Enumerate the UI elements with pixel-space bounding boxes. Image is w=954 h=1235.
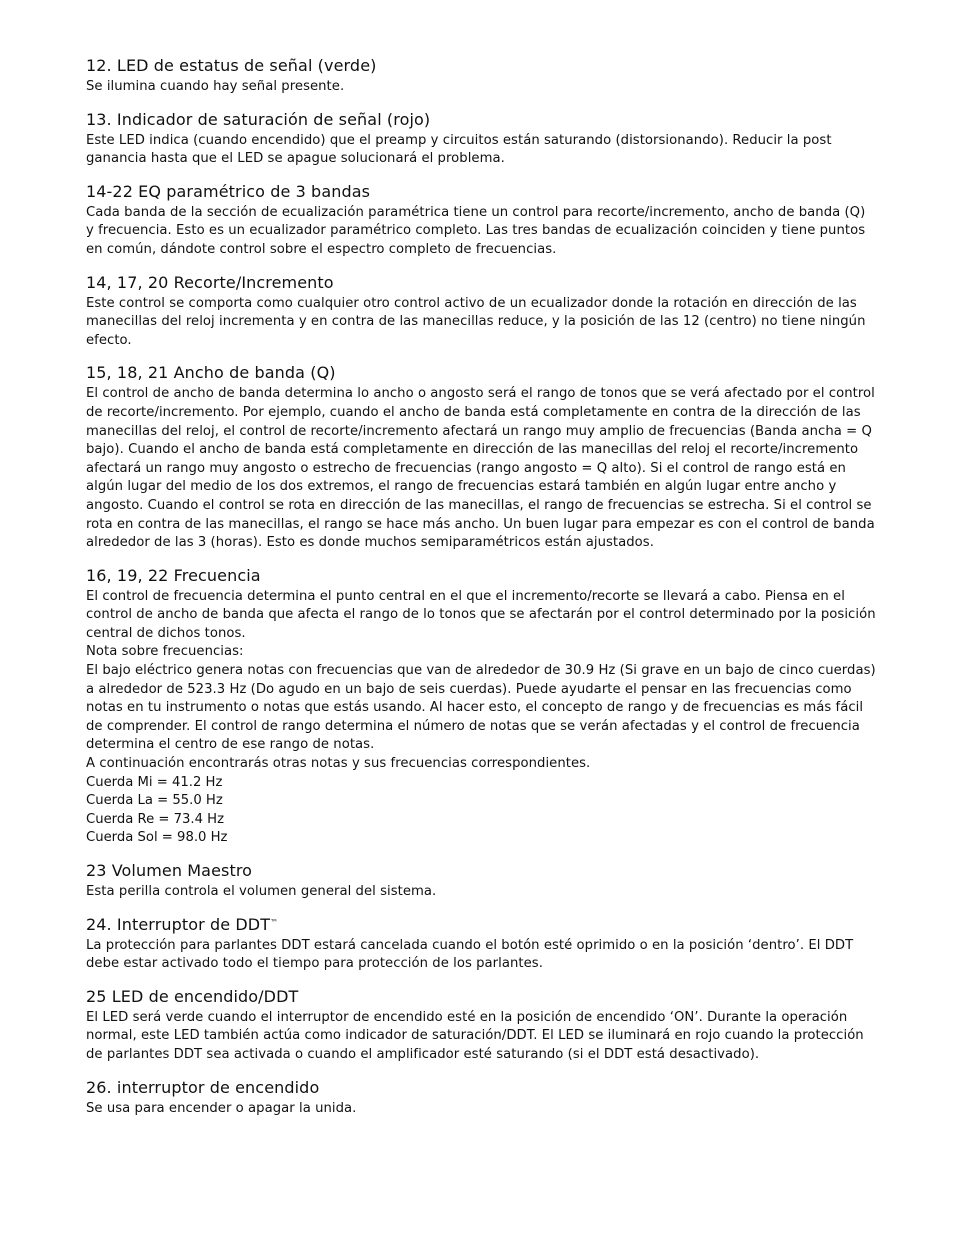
section-13-clip-indicator	[86, 110, 876, 169]
document-body	[86, 56, 876, 1131]
section-14-22-parametric-eq	[86, 182, 876, 260]
section-heading: 14, 17, 20 Recorte/Incremento	[86, 272, 334, 292]
section-heading: 23 Volumen Maestro	[86, 861, 253, 880]
section-paragraph: Se ilumina cuando hay señal presente.	[86, 79, 345, 94]
section-25-power-ddt-led	[86, 987, 876, 1065]
section-heading-text: 24. Interruptor de DDT	[86, 914, 271, 934]
section-heading: 26. interruptor de encendido	[86, 1077, 320, 1097]
section-heading	[86, 915, 876, 934]
section-cut-boost	[86, 273, 876, 351]
section-frequency	[86, 566, 876, 848]
section-paragraph: El control de frecuencia determina el punto central en el que el incremento/recorte se llevará a cabo. Piensa en el control de ancho de banda que afecta el rango de lo tonos que se afectarán por el control determinado por la posición central de dichos tonos.	[86, 588, 876, 641]
section-paragraph: La protección para parlantes DDT estará cancelada cuando el botón esté oprimido o en la posición ‘dentro’. El DDT debe estar activado todo el tiempo para protección de los parlantes.	[86, 937, 854, 972]
section-26-power-switch	[86, 1078, 876, 1119]
section-paragraph: El control de ancho de banda determina lo ancho o angosto será el rango de tonos que se verá afectado por el control de recorte/incremento. Por ejemplo, cuando el ancho de banda está completamente en contra de la dirección de las manecillas del reloj, el control de recorte/incremento afectará un rango muy amplio de frecuencias (Banda ancha = Q bajo). Cuando el ancho de banda está completamente en dirección de las manecillas del reloj el recorte/incremento afectará un rango muy angosto o estrecho de frecuencias (rango angosto = Q alto). Si el control de rango está en algún lugar del medio de los dos extremos, el rango de frecuencias estará también en algún lugar entre ancho y angosto. Cuando el control se rota en dirección de las manecillas, el rango de frecuencias se estrecha. Si el control se rota en contra de las manecillas, el rango se hace más ancho. Un buen lugar para empezar es con el control de banda alrededor de las 3 (horas). Esto es donde muchos semiparamétricos están ajustados.	[86, 386, 875, 551]
string-frequency-line: Cuerda Re = 73.4 Hz	[86, 811, 225, 827]
section-paragraph: El bajo eléctrico genera notas con frecuencias que van de alrededor de 30.9 Hz (Si grave en un bajo de cinco cuerdas) a alrededor de 523.3 Hz (Do agudo en un bajo de seis cuerdas). Puede ayudarte el pensar en las frecuencias como notas en tu instrumento o notas que estás usando. Al hacer esto, el concepto de rango y de frecuencias es más fácil de comprender. El control de rango determina el número de notas que se verán afectadas y el control de frecuencia determina el centro de ese rango de notas.	[86, 663, 876, 753]
section-heading: 13. Indicador de saturación de señal (rojo)	[86, 109, 431, 129]
section-24-ddt-switch	[86, 915, 876, 974]
frequency-note-heading: Nota sobre frecuencias:	[86, 644, 244, 660]
section-paragraph: Se usa para encender o apagar la unida.	[86, 1100, 357, 1116]
section-paragraph: Cada banda de la sección de ecualización paramétrica tiene un control para recorte/incremento, ancho de banda (Q) y frecuencia. Esto es un ecualizador paramétrico completo. Las tres bandas de ecualización coinciden y tiene puntos en común, dándote control sobre el espectro completo de frecuencias.	[86, 204, 866, 257]
trademark-symbol: ™	[270, 917, 279, 927]
section-heading: 15, 18, 21 Ancho de banda (Q)	[86, 363, 336, 383]
section-heading: 16, 19, 22 Frecuencia	[86, 565, 261, 585]
string-frequency-line: Cuerda La = 55.0 Hz	[86, 793, 223, 809]
string-frequency-line: Cuerda Mi = 41.2 Hz	[86, 774, 223, 790]
string-frequency-line: Cuerda Sol = 98.0 Hz	[86, 830, 228, 846]
section-paragraph: A continuación encontrarás otras notas y sus frecuencias correspondientes.	[86, 756, 591, 772]
section-paragraph: Este control se comporta como cualquier otro control activo de un ecualizador donde la rotación en dirección de las manecillas del reloj incrementa y en contra de las manecillas reduce, y la posición de las 12 (centro) no tiene ningún efecto.	[86, 295, 866, 348]
section-paragraph: Esta perilla controla el volumen general del sistema.	[86, 884, 437, 899]
section-12-signal-led	[86, 56, 876, 97]
section-bandwidth-q	[86, 363, 876, 552]
section-23-master-volume	[86, 861, 876, 902]
section-heading: 14-22 EQ paramétrico de 3 bandas	[86, 181, 371, 201]
section-paragraph: El LED será verde cuando el interruptor de encendido esté en la posición de encendido ‘ON’. Durante la operación normal, este LED también actúa como indicador de saturación/DDT. El LED se iluminará en rojo cuando la protección de parlantes DDT sea activada o cuando el amplificador esté saturando (si el DDT está desactivado).	[86, 1009, 864, 1062]
section-heading: 12. LED de estatus de señal (verde)	[86, 56, 377, 75]
section-paragraph: Este LED indica (cuando encendido) que el preamp y circuitos están saturando (distorsionando). Reducir la post ganancia hasta que el LED se apague solucionará el problema.	[86, 132, 832, 167]
section-heading: 25 LED de encendido/DDT	[86, 986, 299, 1006]
